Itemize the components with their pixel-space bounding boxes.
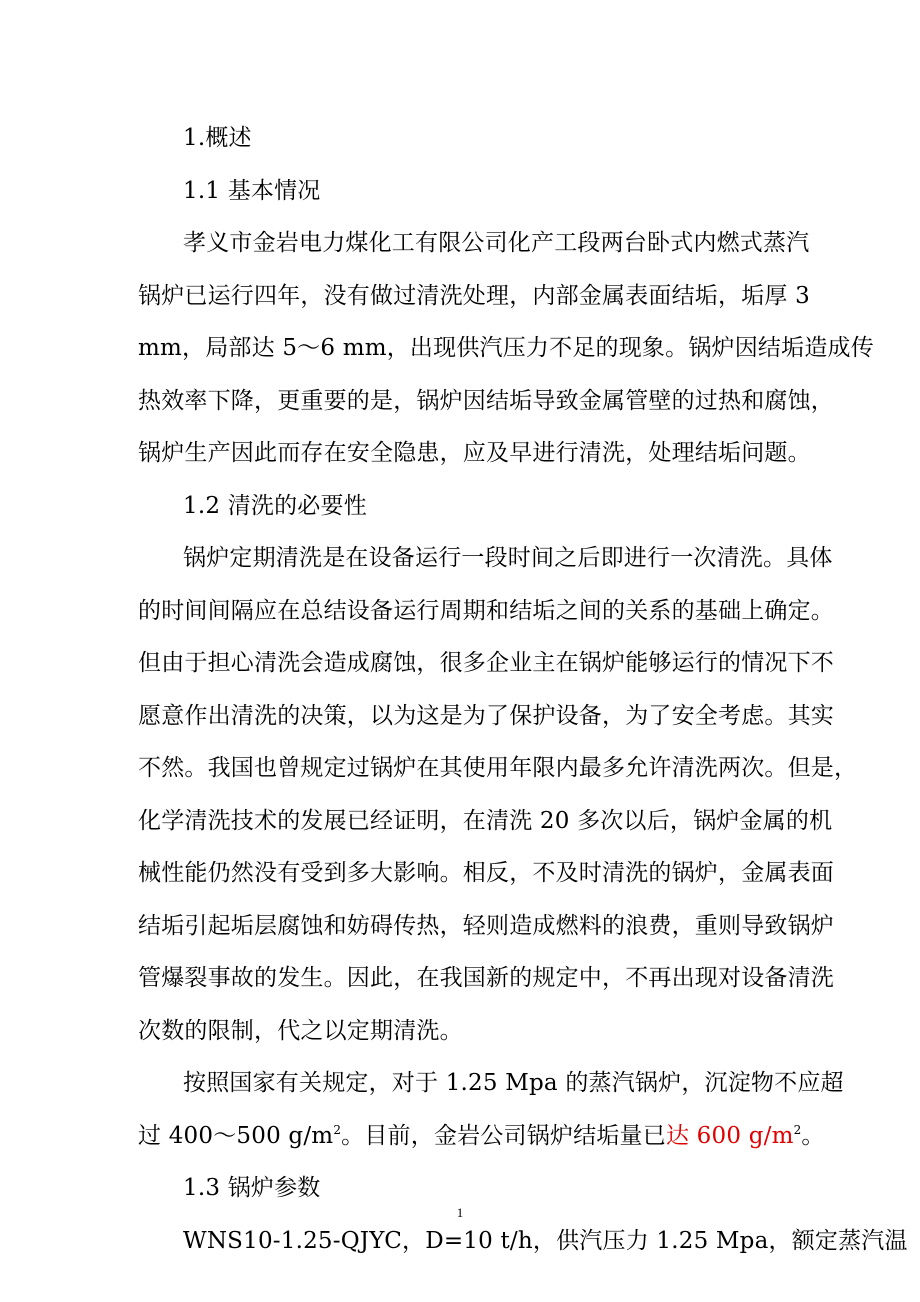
- paragraph-line: 锅炉定期清洗是在设备运行一段时间之后即进行一次清洗。具体: [183, 545, 833, 571]
- superscript-two: 2: [793, 1122, 802, 1137]
- highlighted-deposit-value: 达 600 g/m: [665, 1122, 794, 1149]
- paragraph-line: 次数的限制，代之以定期清洗。: [138, 1017, 463, 1044]
- paragraph-line: 不然。我国也曾规定过锅炉在其使用年限内最多允许清洗两次。但是，: [138, 755, 858, 781]
- paragraph-line: 械性能仍然没有受到多大影响。相反，不及时清洗的锅炉，金属表面: [138, 860, 834, 886]
- deposit-standard-text: 过 400～500 g/m: [138, 1122, 334, 1149]
- current-deposit-text: 。目前，金岩公司锅炉结垢量已: [341, 1122, 666, 1149]
- paragraph-line: 愿意作出清洗的决策，以为这是为了保护设备，为了安全考虑。其实: [138, 702, 834, 729]
- section-heading-overview: 1.概述: [183, 125, 252, 151]
- page-number: 1: [456, 1205, 464, 1220]
- paragraph-line: 的时间间隔应在总结设备运行周期和结垢之间的关系的基础上确定。: [138, 597, 834, 624]
- section-heading-cleaning-necessity: 1.2 清洗的必要性: [183, 492, 367, 519]
- paragraph-line: 但由于担心清洗会造成腐蚀，很多企业主在锅炉能够运行的情况下不: [138, 650, 834, 676]
- paragraph-line: 按照国家有关规定，对于 1.25 Mpa 的蒸汽锅炉，沉淀物不应超: [183, 1070, 844, 1096]
- paragraph-line-deposit-amount: [138, 1110, 825, 1163]
- section-heading-basic-situation: 1.1 基本情况: [183, 177, 321, 204]
- paragraph-line: WNS10-1.25-QJYC，D=10 t/h，供汽压力 1.25 Mpa，额定蒸汽温: [183, 1227, 908, 1254]
- paragraph-line: 锅炉生产因此而存在安全隐患，应及早进行清洗，处理结垢问题。: [138, 440, 811, 466]
- paragraph-line: 锅炉已运行四年，没有做过清洗处理，内部金属表面结垢，垢厚 3: [138, 282, 810, 309]
- paragraph-line: 孝义市金岩电力煤化工有限公司化产工段两台卧式内燃式蒸汽: [183, 230, 810, 256]
- paragraph-line: mm，局部达 5～6 mm，出现供汽压力不足的现象。锅炉因结垢造成传: [138, 335, 874, 361]
- superscript-two: 2: [333, 1122, 342, 1137]
- section-heading-boiler-parameters: 1.3 锅炉参数: [183, 1175, 321, 1201]
- paragraph-line: 管爆裂事故的发生。因此，在我国新的规定中，不再出现对设备清洗: [138, 965, 834, 991]
- sentence-end: 。: [801, 1122, 825, 1149]
- document-body: [138, 112, 908, 1267]
- paragraph-line: 热效率下降，更重要的是，锅炉因结垢导致金属管壁的过热和腐蚀，: [138, 387, 834, 414]
- paragraph-line: 化学清洗技术的发展已经证明，在清洗 20 多次以后，锅炉金属的机: [138, 807, 833, 834]
- paragraph-line: 结垢引起垢层腐蚀和妨碍传热，轻则造成燃料的浪费，重则导致锅炉: [138, 912, 834, 939]
